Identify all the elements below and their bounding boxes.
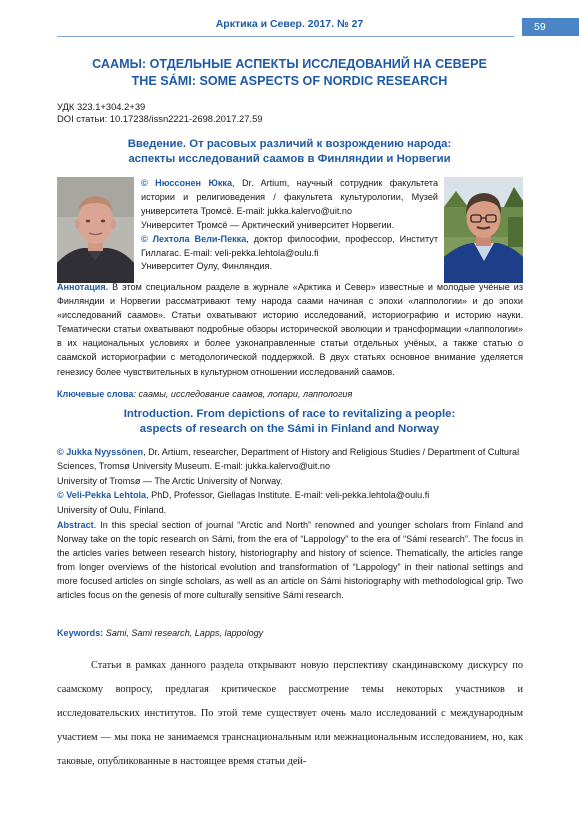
abstract-text-ru: В этом специальном разделе в журнале «Арктика и Север» известные и молодые учёные из Финляндии и Норвегии рассматривают тему народа саами начиная с эпохи «лаппологии» и до эпохи «исследований саамов». Статьи охватывают историю исследований, историографию и историю науки. Тематически статьи охватывают подробные обзоры исторической эволюции и трансформации «лаппологии» в их национальных условиях и более узконаправленные статьи отдельных учёных, а также статью о саамской историографии с методологической поддержкой. В двух статьях основное внимание уделяется генезису более чувствительных в культурном отношении исследований саамов. <box>57 282 523 377</box>
author-info-ru <box>141 177 438 274</box>
author2-ru <box>141 233 438 261</box>
header-rule <box>57 36 514 37</box>
author1-affiliation-ru: , Dr. Artium, научный сотрудник факультета истории и религиоведения / факультета культурологии, Музей университета Тромсё. E-mail: jukka.kalervo@uit.no <box>141 178 439 216</box>
author2-extra-ru: Университет Оулу, Финляндия. <box>141 261 272 272</box>
keywords-ru <box>57 387 523 401</box>
page-number-badge: 59 <box>522 18 579 36</box>
author1-affiliation-en: , Dr. Artium, researcher, Department of History and Religious Studies / Department of Cultural Sciences, Tromsø University Museum. E-mail: jukka.kalervo@uit.no <box>57 447 520 472</box>
abstract-text-en: . In this special section of journal “Arctic and North” renowned and younger scholars from Finland and Norway take on the topic research on Sámi, from the era of “Lappology” to the era of “Sámi research”. The focus in the articles varies between research history, historiography and history of science. Thematically, the articles range from longer overviews of the historical evolution and transformation of “Lappology” in their national settings and more focused articles on single scholars, as well as an article on Sámi historiography with methodological grip. Two articles focus on the genesis of more culturally sensitive Sámi research. <box>57 520 523 601</box>
author2-affiliation-en: , PhD, Professor, Giellagas Institute. E-mail: veli-pekka.lehtola@oulu.fi <box>146 490 430 501</box>
article-title <box>30 56 549 90</box>
abstract-ru <box>57 280 523 379</box>
udk-code: УДК 323.1+304.2+39 <box>57 101 146 112</box>
author2-name-en: © Veli-Pekka Lehtola <box>57 490 147 501</box>
doi: DOI статьи: 10.17238/issn2221-2698.2017.27.59 <box>57 113 263 124</box>
abstract-label-ru: Аннотация. <box>57 282 109 292</box>
author-info-en <box>57 445 523 517</box>
section-title-ru-line1: Введение. От расовых различий к возрождению народа: <box>127 138 452 150</box>
body-text: Статьи в рамках данного раздела открывают новую перспективу скандинавскому дискурсу по саамскому вопросу, предлагая критическое рассмотрение темы некоторых участников и исследовательских институтов. По этой теме существует очень мало исследований с международным участием — мы пока не занимаемся транснациональным или межнациональным исследованием, но, как таковые, опубликованные в настоящее время статьи дей- <box>57 660 523 767</box>
running-header <box>0 14 579 36</box>
journal-title: Арктика и Север. 2017. № 27 <box>215 18 364 30</box>
author2-name-ru: © Лехтола Вели-Пекка <box>141 233 247 244</box>
author1-name-ru: © Нюссонен Юкка <box>141 178 233 188</box>
article-title-en: THE SÁMI: SOME ASPECTS OF NORDIC RESEARCH <box>131 74 448 88</box>
keywords-label-ru: Ключевые слова <box>57 389 134 399</box>
author2-extra-en: University of Oulu, Finland. <box>57 504 167 515</box>
portrait-image <box>57 177 134 283</box>
keywords-label-en: Keywords: <box>57 628 104 638</box>
keywords-text-ru: : саамы, исследование саамов, лопари, лаппология <box>133 389 353 399</box>
article-title-ru: СААМЫ: ОТДЕЛЬНЫЕ АСПЕКТЫ ИССЛЕДОВАНИЙ НА СЕВЕРЕ <box>92 57 487 71</box>
portrait-image <box>444 177 523 283</box>
author1-ru <box>141 177 438 219</box>
author2-affiliation-ru: , доктор философии, профессор, Институт Гиллагас. E-mail: veli-pekka.lehtola@oulu.fi <box>141 233 438 258</box>
section-title-en-line1: Introduction. From depictions of race to revitalizing a people: <box>123 408 456 420</box>
abstract-label-en: Abstract <box>57 520 94 530</box>
section-title-en-line2: aspects of research on the Sámi in Finland and Norway <box>139 423 440 435</box>
author1-extra-ru: Университет Тромсё — Арктический университет Норвегии. <box>141 219 395 230</box>
author1-name-en: © Jukka Nyyssönen <box>57 447 144 457</box>
abstract-en <box>57 518 523 603</box>
article-meta <box>57 101 263 125</box>
author1-en <box>57 445 523 474</box>
author1-extra-en: University of Tromsø — The Arctic University of Norway. <box>57 475 283 486</box>
section-title-ru <box>40 137 539 167</box>
keywords-text-en: Sami, Sami research, Lapps, lappology <box>103 628 264 638</box>
keywords-en <box>57 626 523 640</box>
author2-en <box>57 488 523 502</box>
section-title-en <box>40 407 539 437</box>
author-photo-nyyssonen <box>57 177 134 283</box>
author-photo-lehtola <box>444 177 523 283</box>
section-title-ru-line2: аспекты исследований саамов в Финляндии и Норвегии <box>128 153 451 165</box>
